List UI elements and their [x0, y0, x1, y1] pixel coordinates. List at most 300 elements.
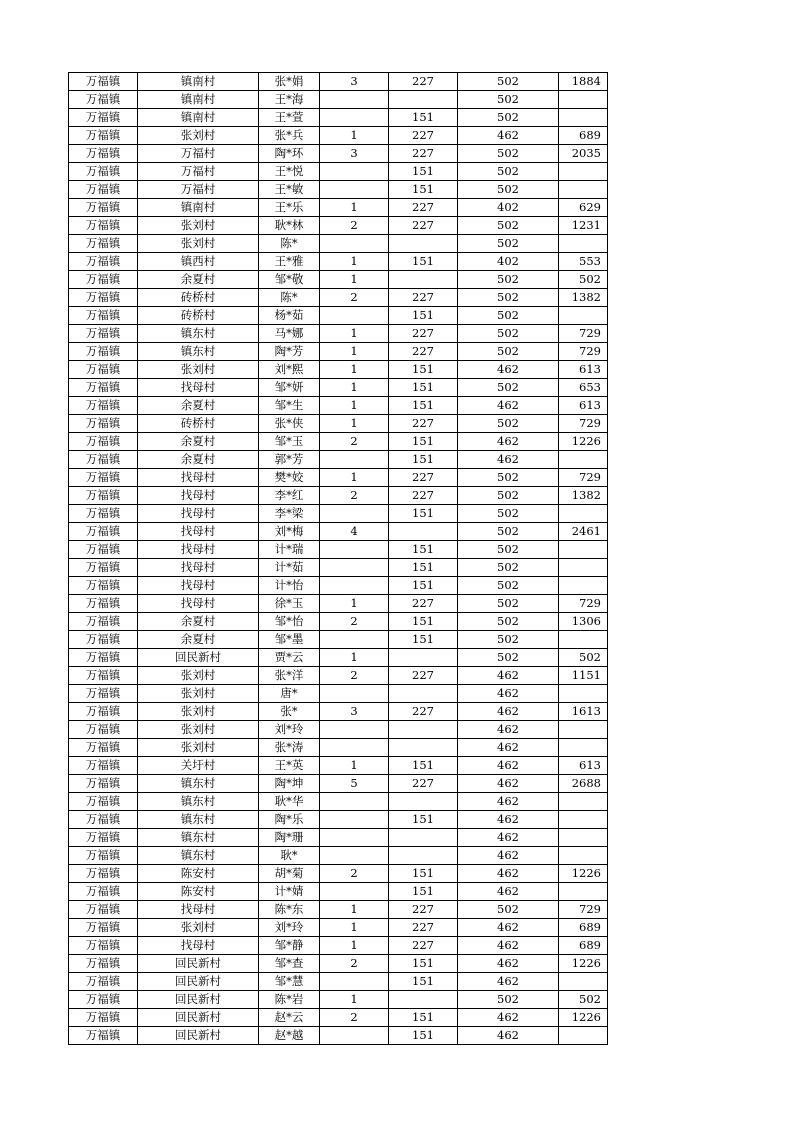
table-cell: 462: [458, 1027, 559, 1045]
table-cell: 227: [389, 145, 458, 163]
table-cell: 502: [458, 325, 559, 343]
data-table: [68, 72, 608, 1045]
table-row: [69, 667, 608, 685]
table-cell: 502: [458, 343, 559, 361]
table-cell: 227: [389, 703, 458, 721]
table-cell: 1: [320, 649, 389, 667]
table-cell: [559, 91, 608, 109]
table-cell: 462: [458, 361, 559, 379]
table-cell: 余夏村: [138, 271, 259, 289]
table-cell: 张*娟: [259, 73, 320, 91]
table-cell: 万福镇: [69, 649, 138, 667]
table-cell: [320, 235, 389, 253]
table-cell: [389, 649, 458, 667]
table-cell: [320, 541, 389, 559]
table-cell: 王*乐: [259, 199, 320, 217]
table-cell: 镇南村: [138, 91, 259, 109]
table-cell: 万福镇: [69, 1009, 138, 1027]
table-cell: 余夏村: [138, 433, 259, 451]
table-cell: 张*兵: [259, 127, 320, 145]
table-cell: 462: [458, 775, 559, 793]
table-cell: 张刘村: [138, 703, 259, 721]
table-cell: [320, 721, 389, 739]
table-cell: 万福镇: [69, 559, 138, 577]
table-cell: 陶*乐: [259, 811, 320, 829]
table-cell: 万福镇: [69, 361, 138, 379]
table-row: [69, 253, 608, 271]
table-cell: 227: [389, 919, 458, 937]
table-cell: 镇南村: [138, 199, 259, 217]
table-cell: 耿*林: [259, 217, 320, 235]
table-cell: 张*: [259, 703, 320, 721]
table-cell: 227: [389, 487, 458, 505]
table-cell: 邹*墨: [259, 631, 320, 649]
table-cell: 万福镇: [69, 451, 138, 469]
table-cell: 613: [559, 757, 608, 775]
table-row: [69, 1009, 608, 1027]
table-cell: 1: [320, 127, 389, 145]
table-row: [69, 793, 608, 811]
table-cell: 2688: [559, 775, 608, 793]
table-cell: 陈安村: [138, 883, 259, 901]
table-cell: 找母村: [138, 559, 259, 577]
table-cell: 502: [458, 415, 559, 433]
table-cell: 王*敏: [259, 181, 320, 199]
table-cell: 151: [389, 361, 458, 379]
table-cell: 万福镇: [69, 289, 138, 307]
table-cell: 万福镇: [69, 343, 138, 361]
table-cell: 王*海: [259, 91, 320, 109]
table-cell: 1: [320, 361, 389, 379]
table-cell: 余夏村: [138, 613, 259, 631]
table-row: [69, 145, 608, 163]
table-cell: 找母村: [138, 541, 259, 559]
table-cell: 502: [458, 91, 559, 109]
table-cell: 1: [320, 757, 389, 775]
table-cell: 1: [320, 595, 389, 613]
table-cell: 502: [458, 73, 559, 91]
table-cell: 找母村: [138, 379, 259, 397]
table-cell: 502: [458, 613, 559, 631]
table-cell: [320, 577, 389, 595]
table-cell: 赵*云: [259, 1009, 320, 1027]
table-cell: 万福镇: [69, 793, 138, 811]
table-cell: 2: [320, 217, 389, 235]
table-row: [69, 649, 608, 667]
table-cell: 邹*静: [259, 937, 320, 955]
table-cell: 553: [559, 253, 608, 271]
table-cell: 万福镇: [69, 433, 138, 451]
table-row: [69, 685, 608, 703]
table-cell: 502: [559, 991, 608, 1009]
table-row: [69, 91, 608, 109]
table-cell: [559, 973, 608, 991]
table-cell: 462: [458, 955, 559, 973]
table-cell: 151: [389, 379, 458, 397]
table-cell: [320, 739, 389, 757]
table-cell: 万福镇: [69, 253, 138, 271]
table-cell: 729: [559, 469, 608, 487]
table-cell: 462: [458, 1009, 559, 1027]
table-cell: 万福镇: [69, 181, 138, 199]
table-cell: 462: [458, 973, 559, 991]
table-cell: 万福镇: [69, 721, 138, 739]
table-cell: 227: [389, 217, 458, 235]
table-cell: [389, 991, 458, 1009]
table-row: [69, 271, 608, 289]
table-row: [69, 343, 608, 361]
table-cell: 227: [389, 199, 458, 217]
table-cell: 邹*玉: [259, 433, 320, 451]
table-cell: 李*梁: [259, 505, 320, 523]
table-cell: 万福镇: [69, 955, 138, 973]
table-cell: 502: [458, 901, 559, 919]
table-cell: 砖桥村: [138, 289, 259, 307]
table-row: [69, 901, 608, 919]
table-row: [69, 199, 608, 217]
table-cell: 613: [559, 397, 608, 415]
table-cell: 227: [389, 595, 458, 613]
table-cell: 1226: [559, 1009, 608, 1027]
table-cell: 张*洋: [259, 667, 320, 685]
table-cell: 万福村: [138, 163, 259, 181]
table-cell: 万福镇: [69, 145, 138, 163]
table-cell: 万福镇: [69, 91, 138, 109]
table-row: [69, 739, 608, 757]
table-cell: 砖桥村: [138, 415, 259, 433]
table-cell: 万福镇: [69, 469, 138, 487]
table-cell: 151: [389, 253, 458, 271]
table-cell: 镇东村: [138, 343, 259, 361]
table-cell: 227: [389, 415, 458, 433]
table-cell: 151: [389, 505, 458, 523]
table-cell: [559, 307, 608, 325]
table-row: [69, 775, 608, 793]
table-cell: 邹*敬: [259, 271, 320, 289]
table-cell: 502: [458, 523, 559, 541]
table-cell: 151: [389, 631, 458, 649]
table-row: [69, 361, 608, 379]
table-cell: 1: [320, 253, 389, 271]
table-cell: 689: [559, 937, 608, 955]
table-cell: 462: [458, 847, 559, 865]
table-cell: [559, 739, 608, 757]
table-row: [69, 847, 608, 865]
table-cell: 5: [320, 775, 389, 793]
table-cell: 2: [320, 1009, 389, 1027]
table-cell: 151: [389, 811, 458, 829]
table-cell: 万福镇: [69, 631, 138, 649]
table-cell: 万福镇: [69, 307, 138, 325]
table-cell: 陈*东: [259, 901, 320, 919]
table-cell: 227: [389, 73, 458, 91]
table-cell: [559, 883, 608, 901]
table-row: [69, 127, 608, 145]
table-cell: 万福镇: [69, 523, 138, 541]
table-cell: 462: [458, 757, 559, 775]
table-cell: 2461: [559, 523, 608, 541]
table-cell: 陈*岩: [259, 991, 320, 1009]
table-cell: [320, 685, 389, 703]
table-cell: 樊*姣: [259, 469, 320, 487]
table-cell: 227: [389, 289, 458, 307]
table-row: [69, 991, 608, 1009]
table-cell: 邹*查: [259, 955, 320, 973]
table-cell: 2: [320, 433, 389, 451]
table-cell: 万福镇: [69, 271, 138, 289]
table-cell: 151: [389, 1027, 458, 1045]
table-cell: 462: [458, 937, 559, 955]
table-cell: 502: [458, 595, 559, 613]
table-cell: 729: [559, 415, 608, 433]
table-cell: 462: [458, 433, 559, 451]
table-cell: 回民新村: [138, 991, 259, 1009]
table-cell: 万福村: [138, 145, 259, 163]
table-row: [69, 937, 608, 955]
table-cell: [389, 847, 458, 865]
table-row: [69, 631, 608, 649]
table-cell: 刘*玲: [259, 721, 320, 739]
table-cell: 1382: [559, 487, 608, 505]
table-cell: [559, 559, 608, 577]
table-cell: 回民新村: [138, 973, 259, 991]
table-cell: [320, 163, 389, 181]
table-cell: 王*英: [259, 757, 320, 775]
table-cell: [559, 109, 608, 127]
table-cell: 151: [389, 163, 458, 181]
table-cell: 1306: [559, 613, 608, 631]
table-cell: [389, 829, 458, 847]
table-cell: 陶*芳: [259, 343, 320, 361]
table-cell: [320, 307, 389, 325]
table-cell: 找母村: [138, 595, 259, 613]
table-cell: 689: [559, 127, 608, 145]
table-cell: 万福镇: [69, 865, 138, 883]
table-cell: [320, 631, 389, 649]
table-cell: 151: [389, 1009, 458, 1027]
table-cell: 3: [320, 73, 389, 91]
table-cell: 胡*菊: [259, 865, 320, 883]
table-cell: 502: [458, 217, 559, 235]
table-cell: 张刘村: [138, 721, 259, 739]
table-cell: 计*茹: [259, 559, 320, 577]
table-cell: 729: [559, 325, 608, 343]
table-cell: 镇东村: [138, 847, 259, 865]
table-cell: 1: [320, 379, 389, 397]
table-cell: 万福镇: [69, 757, 138, 775]
table-cell: 462: [458, 811, 559, 829]
table-row: [69, 577, 608, 595]
table-cell: 计*瑞: [259, 541, 320, 559]
table-cell: [559, 505, 608, 523]
table-cell: [559, 235, 608, 253]
table-cell: [389, 739, 458, 757]
table-cell: 3: [320, 703, 389, 721]
table-cell: 万福镇: [69, 739, 138, 757]
table-cell: 1151: [559, 667, 608, 685]
table-cell: 462: [458, 127, 559, 145]
table-cell: 刘*梅: [259, 523, 320, 541]
table-cell: 万福镇: [69, 73, 138, 91]
table-cell: 462: [458, 739, 559, 757]
table-cell: 502: [458, 577, 559, 595]
table-cell: 万福镇: [69, 613, 138, 631]
table-cell: 151: [389, 973, 458, 991]
table-row: [69, 217, 608, 235]
table-row: [69, 487, 608, 505]
table-cell: 镇东村: [138, 325, 259, 343]
table-cell: 回民新村: [138, 649, 259, 667]
table-row: [69, 289, 608, 307]
table-cell: 151: [389, 577, 458, 595]
table-cell: [320, 883, 389, 901]
table-cell: 陈*: [259, 289, 320, 307]
table-cell: [320, 973, 389, 991]
table-cell: 502: [559, 649, 608, 667]
table-cell: 1382: [559, 289, 608, 307]
table-cell: 贾*云: [259, 649, 320, 667]
table-cell: 张刘村: [138, 361, 259, 379]
table-cell: 郭*芳: [259, 451, 320, 469]
table-body: [69, 73, 608, 1045]
table-cell: 629: [559, 199, 608, 217]
table-cell: 2: [320, 865, 389, 883]
table-cell: 万福镇: [69, 163, 138, 181]
table-cell: [389, 271, 458, 289]
table-row: [69, 541, 608, 559]
table-cell: [559, 163, 608, 181]
table-cell: 镇西村: [138, 253, 259, 271]
table-cell: 刘*熙: [259, 361, 320, 379]
table-cell: [559, 577, 608, 595]
table-cell: 计*婧: [259, 883, 320, 901]
table-cell: 502: [458, 559, 559, 577]
table-cell: [559, 451, 608, 469]
table-cell: 张刘村: [138, 685, 259, 703]
table-cell: 402: [458, 199, 559, 217]
table-row: [69, 469, 608, 487]
table-row: [69, 829, 608, 847]
table-cell: 151: [389, 109, 458, 127]
table-cell: 陶*坤: [259, 775, 320, 793]
table-cell: 关圩村: [138, 757, 259, 775]
table-cell: 万福镇: [69, 415, 138, 433]
table-cell: 2035: [559, 145, 608, 163]
table-cell: 227: [389, 127, 458, 145]
table-row: [69, 865, 608, 883]
table-cell: 502: [458, 181, 559, 199]
table-cell: 1226: [559, 433, 608, 451]
table-cell: 502: [559, 271, 608, 289]
table-cell: [320, 505, 389, 523]
table-row: [69, 973, 608, 991]
table-row: [69, 235, 608, 253]
table-cell: 502: [458, 631, 559, 649]
table-cell: [320, 451, 389, 469]
table-cell: 万福镇: [69, 667, 138, 685]
table-cell: 402: [458, 253, 559, 271]
table-cell: 万福镇: [69, 217, 138, 235]
table-row: [69, 325, 608, 343]
table-row: [69, 379, 608, 397]
table-cell: 151: [389, 307, 458, 325]
table-cell: 万福镇: [69, 235, 138, 253]
table-cell: 邹*慧: [259, 973, 320, 991]
table-cell: [320, 1027, 389, 1045]
table-cell: 1: [320, 397, 389, 415]
table-cell: 余夏村: [138, 631, 259, 649]
table-row: [69, 919, 608, 937]
table-cell: 462: [458, 793, 559, 811]
table-cell: 万福镇: [69, 109, 138, 127]
table-cell: [559, 631, 608, 649]
table-row: [69, 955, 608, 973]
table-cell: 万福镇: [69, 685, 138, 703]
table-cell: 151: [389, 865, 458, 883]
table-cell: 王*悦: [259, 163, 320, 181]
table-cell: 万福镇: [69, 595, 138, 613]
table-cell: 万福镇: [69, 199, 138, 217]
table-cell: 陶*珊: [259, 829, 320, 847]
table-cell: 151: [389, 397, 458, 415]
table-cell: 1: [320, 271, 389, 289]
table-cell: [389, 793, 458, 811]
table-cell: 万福镇: [69, 703, 138, 721]
table-cell: 502: [458, 289, 559, 307]
table-cell: 万福镇: [69, 991, 138, 1009]
table-cell: 刘*玲: [259, 919, 320, 937]
table-cell: 万福镇: [69, 775, 138, 793]
table-cell: 227: [389, 901, 458, 919]
table-cell: 1: [320, 343, 389, 361]
table-cell: 502: [458, 271, 559, 289]
table-cell: 462: [458, 829, 559, 847]
table-cell: 502: [458, 505, 559, 523]
table-cell: 462: [458, 685, 559, 703]
table-cell: 张刘村: [138, 127, 259, 145]
table-cell: 227: [389, 343, 458, 361]
table-cell: 1: [320, 901, 389, 919]
table-cell: 陈*: [259, 235, 320, 253]
table-cell: 张刘村: [138, 667, 259, 685]
table-cell: 万福村: [138, 181, 259, 199]
table-row: [69, 757, 608, 775]
table-cell: 502: [458, 145, 559, 163]
table-cell: 回民新村: [138, 955, 259, 973]
table-cell: 462: [458, 883, 559, 901]
table-cell: 赵*越: [259, 1027, 320, 1045]
table-cell: 502: [458, 379, 559, 397]
table-cell: 徐*玉: [259, 595, 320, 613]
table-row: [69, 523, 608, 541]
table-cell: 万福镇: [69, 505, 138, 523]
table-cell: 462: [458, 721, 559, 739]
table-cell: 4: [320, 523, 389, 541]
table-row: [69, 181, 608, 199]
table-cell: 151: [389, 955, 458, 973]
table-cell: 张刘村: [138, 919, 259, 937]
table-cell: [320, 181, 389, 199]
table-cell: 砖桥村: [138, 307, 259, 325]
table-cell: 万福镇: [69, 829, 138, 847]
table-cell: [559, 1027, 608, 1045]
table-row: [69, 433, 608, 451]
table-cell: 729: [559, 901, 608, 919]
table-cell: 502: [458, 991, 559, 1009]
table-cell: 镇南村: [138, 73, 259, 91]
table-cell: 唐*: [259, 685, 320, 703]
table-cell: 502: [458, 541, 559, 559]
